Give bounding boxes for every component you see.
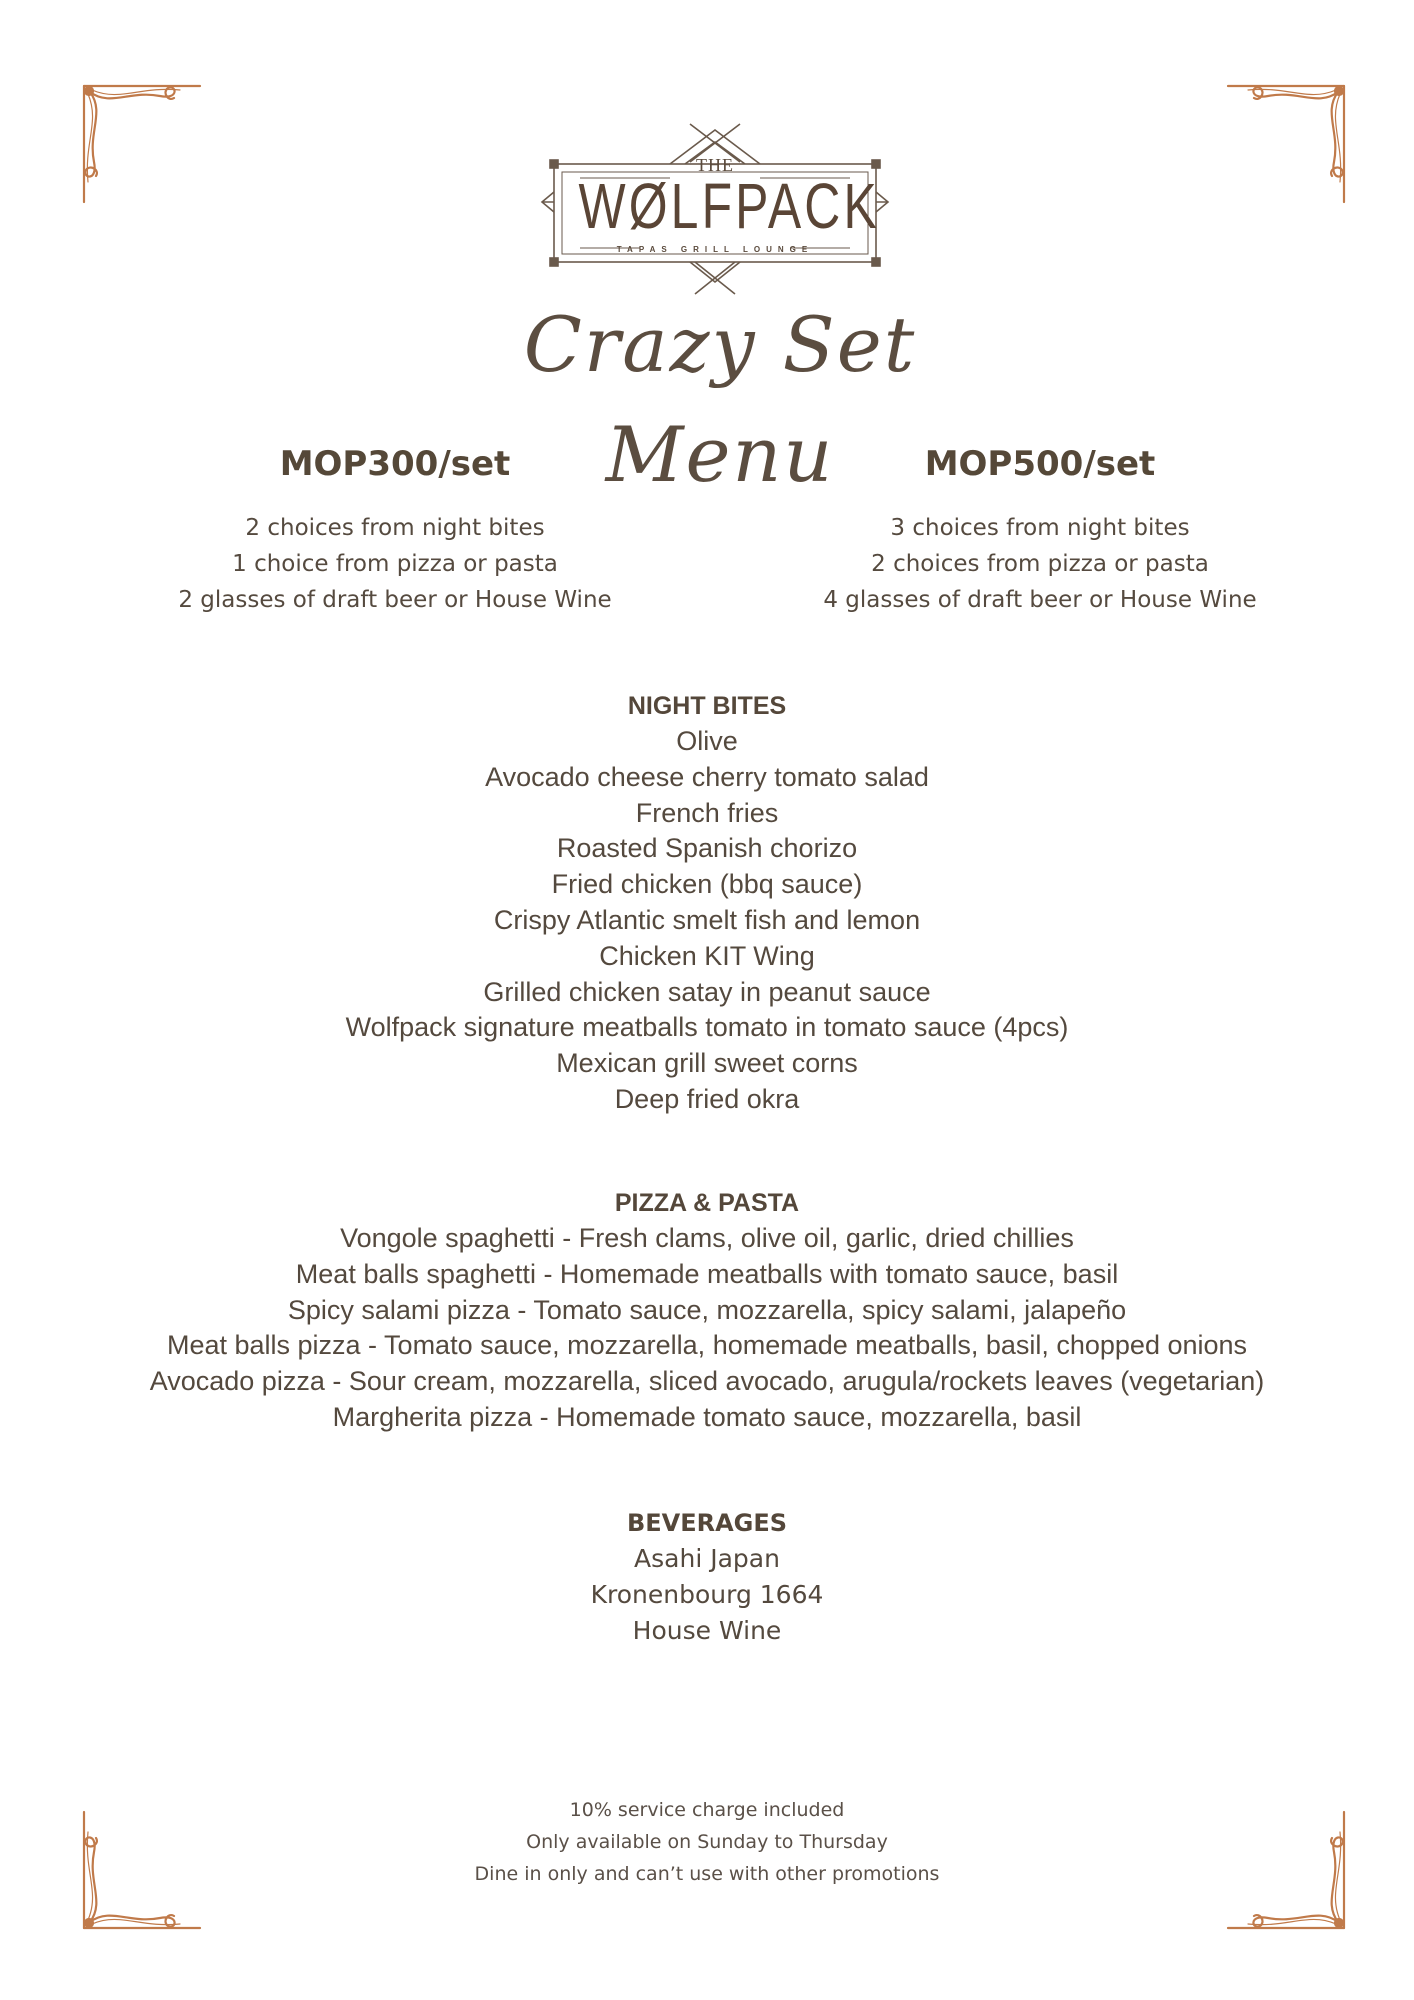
section-title: PIZZA & PASTA [614, 1189, 800, 1217]
set-option-500 [760, 440, 1320, 618]
set-line: 2 choices from night bites [245, 515, 545, 541]
menu-item: Kronenbourg 1664 [590, 1580, 824, 1609]
set-description [115, 510, 675, 618]
logo-the-text: THE [696, 155, 734, 175]
pizza-pasta-section [0, 1185, 1414, 1436]
menu-list [0, 724, 1414, 1118]
menu-item: Deep fried okra [614, 1083, 800, 1114]
menu-item: Asahi Japan [634, 1544, 780, 1573]
beverages-section [0, 1505, 1414, 1649]
set-line: 4 glasses of draft beer or House Wine [823, 587, 1257, 613]
menu-item: Olive [676, 726, 738, 756]
menu-list [0, 1221, 1414, 1436]
menu-item: Vongole spaghetti - Fresh clams, olive oil, garlic, dried chillies [340, 1223, 1074, 1253]
menu-item: Grilled chicken satay in peanut sauce [483, 976, 931, 1007]
footer-note: Only available on Sunday to Thursday [526, 1831, 888, 1853]
logo-tagline: TAPAS GRILL LOUNGE [616, 245, 814, 254]
set-price: MOP500/set [924, 444, 1156, 484]
set-line: 2 choices from pizza or pasta [871, 551, 1209, 577]
logo-name-text: WØLFPACK [578, 170, 880, 242]
menu-item: Meat balls spaghetti - Homemade meatballs with tomato sauce, basil [295, 1258, 1119, 1289]
menu-item: House Wine [632, 1616, 782, 1645]
menu-item: Mexican grill sweet corns [556, 1048, 858, 1079]
footer-note: Dine in only and can’t use with other promotions [474, 1863, 940, 1885]
menu-list [0, 1541, 1414, 1649]
wolfpack-logo [540, 122, 890, 297]
menu-title: Crazy Set Menu [523, 300, 917, 499]
set-price: MOP300/set [279, 444, 511, 484]
set-description [760, 510, 1320, 618]
menu-item: French fries [635, 797, 779, 828]
menu-item: Wolfpack signature meatballs tomato in tomato sauce (4pcs) [345, 1012, 1069, 1043]
menu-item: Margherita pizza - Homemade tomato sauce, mozzarella, basil [332, 1401, 1082, 1432]
menu-item: Avocado cheese cherry tomato salad [485, 761, 929, 792]
menu-item: Chicken KIT Wing [599, 940, 815, 971]
section-title: BEVERAGES [626, 1509, 788, 1537]
set-line: 2 glasses of draft beer or House Wine [178, 587, 612, 613]
menu-item: Meat balls pizza - Tomato sauce, mozzarella, homemade meatballs, basil, chopped onions [166, 1330, 1248, 1361]
section-title: NIGHT BITES [627, 692, 787, 720]
corner-ornament-top-left-icon [80, 82, 210, 212]
set-option-300 [115, 440, 675, 618]
menu-item: Roasted Spanish chorizo [556, 833, 858, 864]
footer-notes [0, 1794, 1414, 1890]
set-line: 1 choice from pizza or pasta [232, 551, 558, 577]
menu-item: Fried chicken (bbq sauce) [551, 869, 863, 900]
night-bites-section [0, 688, 1414, 1118]
set-line: 3 choices from night bites [890, 515, 1190, 541]
footer-note: 10% service charge included [569, 1799, 845, 1821]
menu-item: Crispy Atlantic smelt fish and lemon [493, 904, 921, 935]
menu-item: Avocado pizza - Sour cream, mozzarella, sliced avocado, arugula/rockets leaves (vegetarian) [149, 1366, 1265, 1397]
menu-item: Spicy salami pizza - Tomato sauce, mozzarella, spicy salami, jalapeño [287, 1294, 1127, 1325]
corner-ornament-top-right-icon [1218, 82, 1348, 212]
